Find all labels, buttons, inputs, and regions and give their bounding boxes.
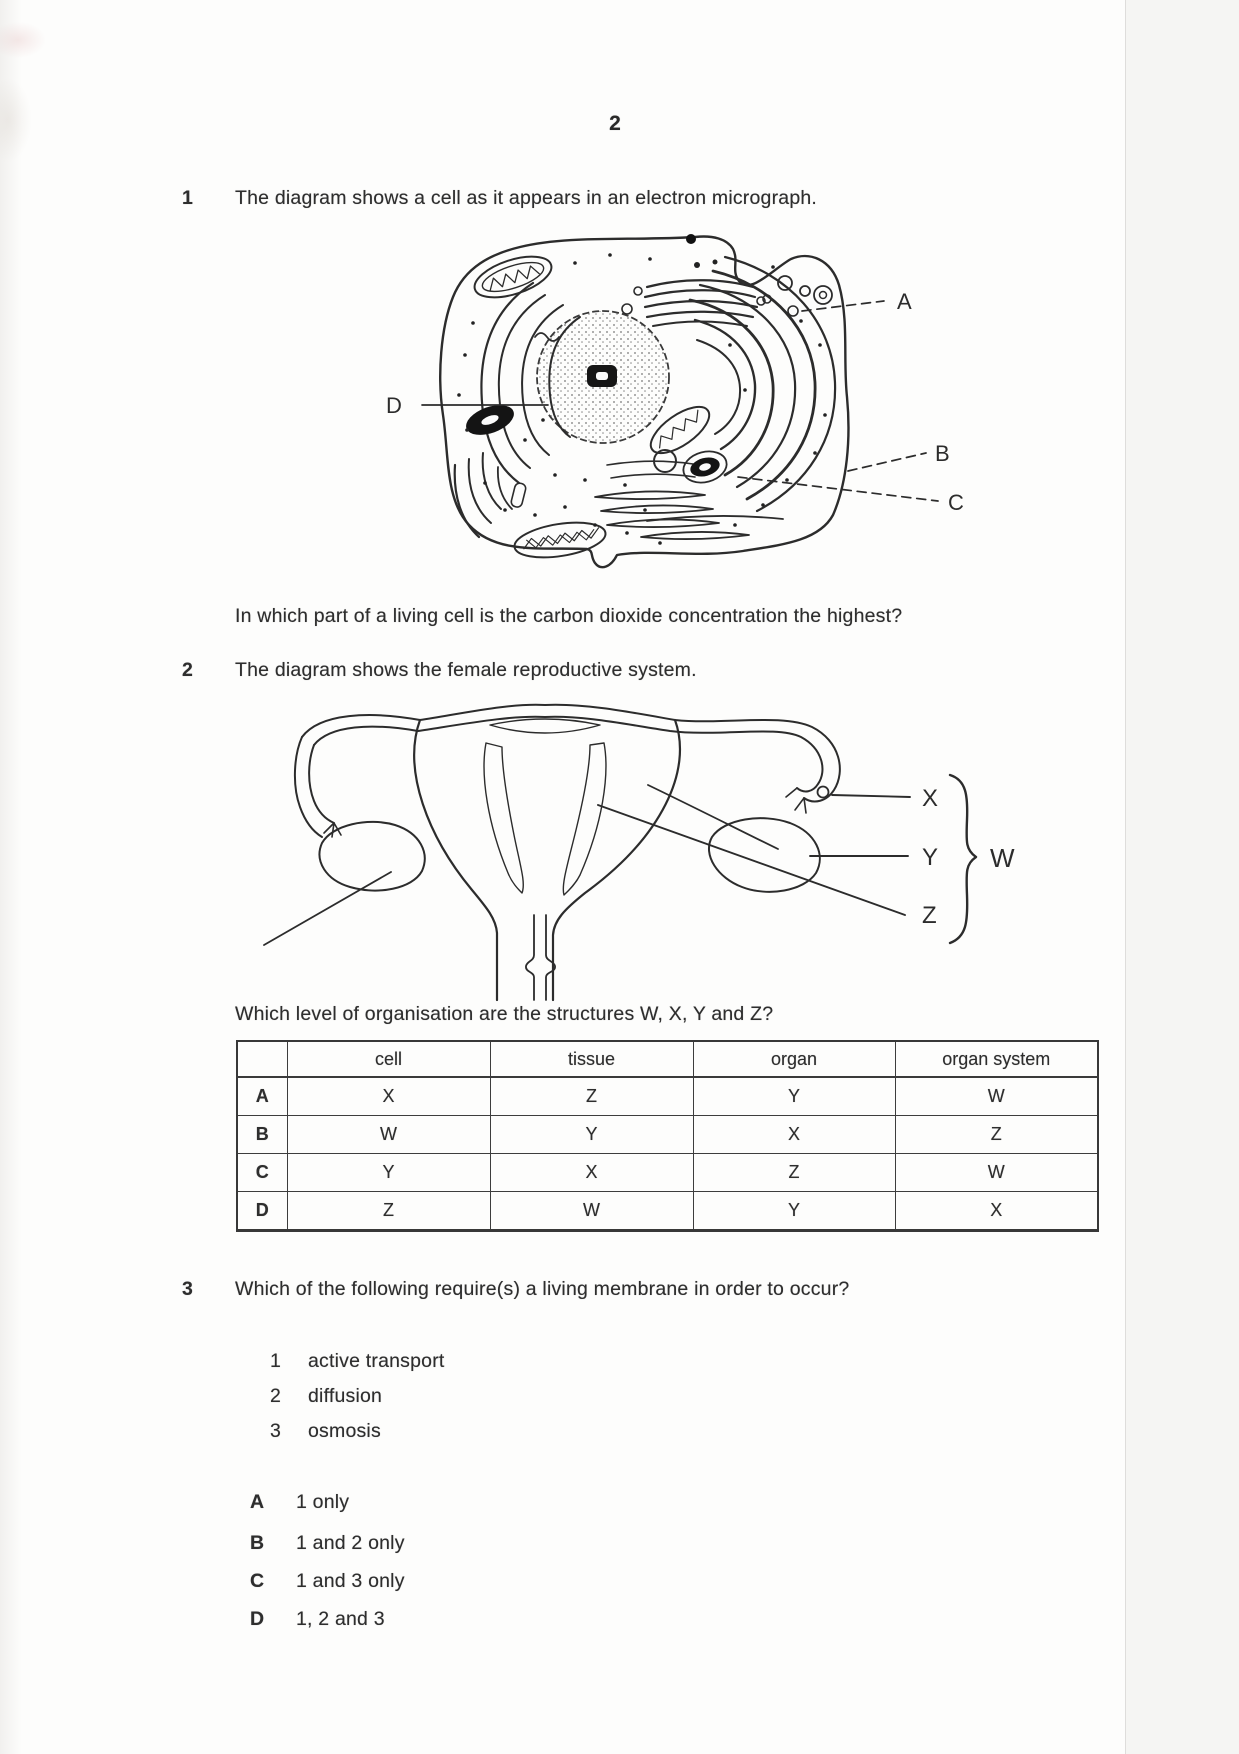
scan-right-edge — [1125, 0, 1239, 1754]
table-row — [237, 1154, 1098, 1192]
cell-diagram — [370, 225, 980, 585]
table-row — [237, 1116, 1098, 1154]
question-3-number: 3 — [182, 1278, 194, 1300]
list-item-text: active transport — [308, 1350, 445, 1372]
table-header-tissue: tissue — [490, 1041, 693, 1077]
repro-label-w: W — [990, 843, 1015, 873]
label-z-leader — [598, 805, 905, 915]
list-item-text: diffusion — [308, 1385, 383, 1407]
table-cell: X — [693, 1116, 895, 1154]
cell-label-a: A — [897, 289, 912, 314]
brace — [950, 775, 976, 943]
table-row — [237, 1192, 1098, 1231]
table-cell: W — [490, 1192, 693, 1231]
label-x-leader — [832, 795, 910, 797]
row-option-letter: D — [237, 1192, 287, 1231]
row-option-letter: B — [237, 1116, 287, 1154]
table-cell: Y — [287, 1154, 490, 1192]
table-cell: Y — [490, 1116, 693, 1154]
option-letter: D — [250, 1608, 265, 1630]
row-option-letter: A — [237, 1077, 287, 1116]
question-2-text: The diagram shows the female reproductive system. — [235, 659, 697, 681]
question-3-text: Which of the following require(s) a living membrane in order to occur? — [235, 1278, 850, 1300]
list-item-number: 1 — [270, 1350, 282, 1372]
list-item-number: 2 — [270, 1385, 282, 1407]
table-cell: X — [895, 1192, 1098, 1231]
option-letter: C — [250, 1570, 265, 1592]
table-header-row — [237, 1041, 1098, 1077]
question-2-followup: Which level of organisation are the structures W, X, Y and Z? — [235, 1003, 774, 1025]
table-header-cell: cell — [287, 1041, 490, 1077]
option-text: 1 and 2 only — [296, 1532, 405, 1554]
table-cell: Z — [693, 1154, 895, 1192]
list-item-text: osmosis — [308, 1420, 381, 1442]
repro-label-z: Z — [922, 902, 937, 929]
option-letter: B — [250, 1532, 265, 1554]
table-header-organ-system: organ system — [895, 1041, 1098, 1077]
option-letter: A — [250, 1491, 265, 1513]
option-text: 1 only — [296, 1491, 350, 1513]
answer-grid-table — [236, 1040, 1099, 1232]
table-cell: W — [287, 1116, 490, 1154]
page-number: 2 — [609, 112, 621, 135]
question-1-number: 1 — [182, 187, 194, 209]
table-cell: X — [287, 1077, 490, 1116]
cell-label-b: B — [935, 441, 950, 466]
scan-corner-smudge — [0, 0, 90, 200]
table-cell: X — [490, 1154, 693, 1192]
label-c-leader — [738, 477, 938, 501]
row-option-letter: C — [237, 1154, 287, 1192]
question-1-followup: In which part of a living cell is the carbon dioxide concentration the highest? — [235, 605, 903, 627]
table-cell: Z — [895, 1116, 1098, 1154]
list-item-number: 3 — [270, 1420, 282, 1442]
table-cell: Z — [287, 1192, 490, 1231]
cell-label-c: C — [948, 490, 964, 515]
label-b-leader — [848, 453, 926, 471]
table-row — [237, 1077, 1098, 1116]
table-cell: Z — [490, 1077, 693, 1116]
table-header-blank — [237, 1041, 287, 1077]
question-1-text: The diagram shows a cell as it appears in an electron micrograph. — [235, 187, 818, 209]
cell-label-d: D — [386, 393, 402, 418]
female-reproductive-diagram — [250, 625, 1050, 1010]
repro-label-x: X — [922, 785, 939, 812]
table-cell: Y — [693, 1192, 895, 1231]
option-text: 1, 2 and 3 — [296, 1608, 385, 1630]
table-cell: W — [895, 1077, 1098, 1116]
option-text: 1 and 3 only — [296, 1570, 405, 1592]
repro-label-y: Y — [922, 844, 939, 871]
question-2-number: 2 — [182, 659, 194, 681]
table-cell: W — [895, 1154, 1098, 1192]
table-header-organ: organ — [693, 1041, 895, 1077]
table-cell: Y — [693, 1077, 895, 1116]
scan-left-shade — [0, 0, 22, 1754]
